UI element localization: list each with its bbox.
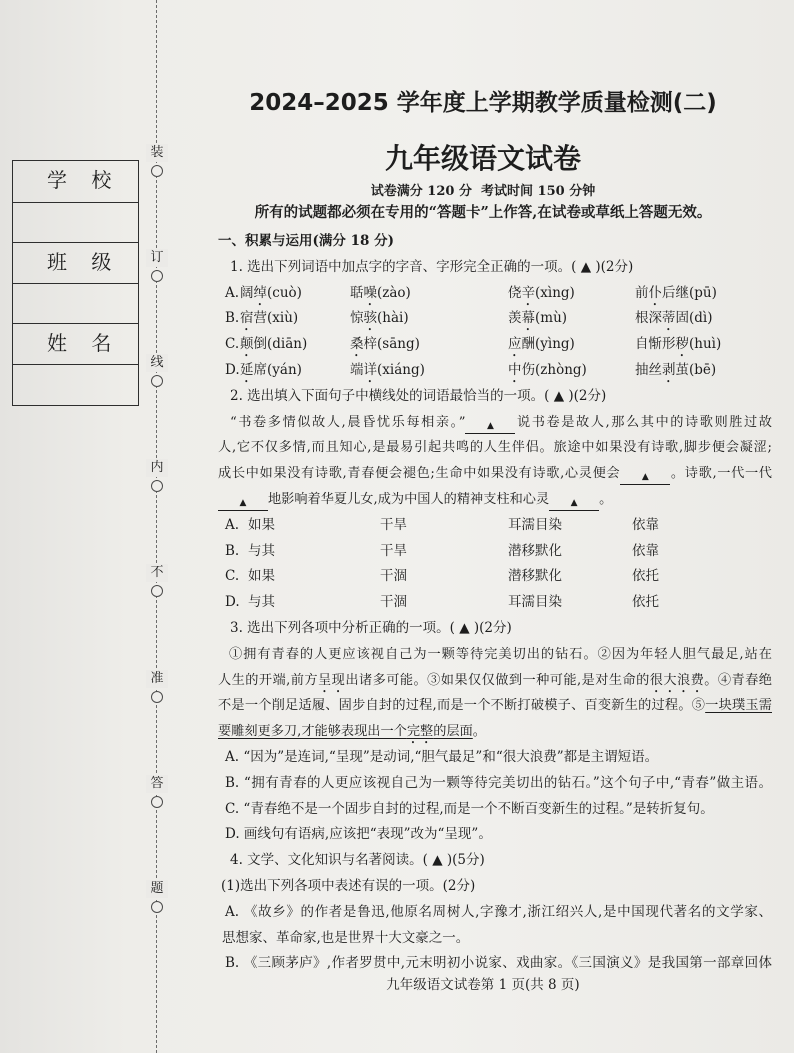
word-part: 自惭形 — [635, 336, 676, 353]
q4-option-a-line: A. 《故乡》的作者是鲁迅,他原名周树人,字豫才,浙江绍兴人,是中国现代著名的文学家、 — [225, 903, 772, 920]
word-choice: 与其 — [248, 594, 275, 611]
word-choice: 潜移默化 — [508, 542, 562, 559]
word-part: 酬 — [521, 336, 535, 353]
word-choice — [635, 332, 721, 360]
dotted-character: 蒂 — [662, 310, 676, 327]
passage-text: 说书卷是故人,那么其中的诗歌则胜过故 — [515, 414, 772, 430]
dotted-character: 详 — [363, 361, 377, 378]
word-part: 后继 — [662, 284, 689, 301]
dotted-character: 剥 — [662, 361, 676, 378]
dotted-character: 骇 — [363, 310, 377, 327]
exam-meta: 试卷满分 120 分 考试时间 150 分钟 — [370, 184, 596, 199]
q3-passage-line — [218, 668, 772, 694]
answer-blank: ▲ — [620, 471, 670, 485]
word-choice — [508, 281, 575, 309]
answer-blank: ▲ — [549, 497, 599, 511]
binding-margin-label: 装 — [146, 144, 168, 162]
word-choice: 耳濡目染 — [508, 516, 562, 533]
word-part: 惊 — [350, 310, 364, 327]
binding-margin-label: 答 — [146, 775, 168, 793]
student-info-box — [12, 160, 139, 406]
pinyin: (xiáng) — [377, 361, 425, 378]
q3-option: D. 画线句有语病,应该把“表现”改为“呈现”。 — [225, 826, 492, 843]
question-4-stem: 4. 文学、文化知识与名著阅读。( ▲ )(5分) — [230, 852, 485, 869]
exam-title: 2024–2025 学年度上学期教学质量检测(二) — [249, 90, 717, 116]
pinyin: (diān) — [267, 336, 308, 353]
word-part: 阔 — [240, 284, 254, 301]
binding-hole-icon — [151, 691, 163, 703]
word-part: 席 — [253, 361, 267, 378]
pinyin: (zhòng) — [535, 361, 587, 378]
word-choice: 干涸 — [380, 568, 407, 585]
binding-hole-icon — [151, 165, 163, 177]
passage-text: ①拥有青春的人更应该视自己为一颗等待完美切出的钻石。②因为年轻人胆气最足,站在 — [229, 646, 772, 662]
word-part: 固 — [675, 310, 689, 327]
school-label: 学 校 — [47, 168, 121, 192]
q4-option-a-line: 思想家、革命家,也是世界十大文豪之一。 — [222, 929, 470, 946]
dotted-character: 宿 — [240, 310, 254, 327]
word-choice — [635, 281, 717, 309]
q3-passage-line — [218, 642, 772, 668]
option-letter: A. — [225, 516, 240, 533]
section-heading: 一、积累与运用(满分 18 分) — [218, 233, 394, 249]
word-choice: 依靠 — [632, 516, 659, 533]
q1-option-row — [218, 306, 772, 332]
q2-option-row — [218, 590, 772, 616]
passage-text: 。诗歌,一代一代 — [670, 466, 772, 482]
dotted-character: 仆 — [648, 284, 662, 301]
word-choice: 如果 — [248, 516, 275, 533]
dotted-character: 幕 — [521, 310, 535, 327]
word-choice — [240, 281, 302, 309]
passage-text: 地影响着华夏儿女,成为中国人的精神支柱和心灵 — [268, 491, 550, 507]
dotted-text: 很大浪费 — [649, 672, 705, 688]
name-label: 姓 名 — [13, 323, 138, 364]
q2-passage-line — [218, 487, 772, 513]
binding-margin-label: 准 — [146, 670, 168, 688]
passage-text: 出诸多可能。③如果仅仅做到一种可能,是对生命的 — [345, 672, 650, 688]
word-part: 抽丝 — [635, 361, 662, 378]
word-part: 前 — [635, 284, 649, 301]
pinyin: (pū) — [689, 284, 717, 301]
word-part: 伤 — [521, 361, 535, 378]
word-choice: 潜移默化 — [508, 568, 562, 585]
dotted-character: 颠 — [240, 336, 254, 353]
dotted-character: 绰 — [253, 284, 267, 301]
q1-option-row — [218, 358, 772, 384]
binding-hole-icon — [151, 585, 163, 597]
word-choice — [508, 332, 575, 360]
binding-hole-icon — [151, 270, 163, 282]
option-letter: B. — [225, 542, 240, 559]
q2-passage-line — [218, 410, 772, 436]
passage-text: 成长中如果没有诗歌,青春便会褪色;生命中如果没有诗歌,心灵便会 — [218, 466, 621, 482]
word-part: 茧 — [675, 361, 689, 378]
binding-margin-label: 订 — [146, 249, 168, 267]
pinyin: (bē) — [689, 361, 717, 378]
pinyin: (yìng) — [535, 336, 575, 353]
q4-option-b-line: B. 《三顾茅庐》,作者罗贯中,元末明初小说家、戏曲家。《三国演义》是我国第一部章回体 — [225, 955, 772, 972]
word-choice: 依托 — [632, 568, 659, 585]
exam-notice: 所有的试题都必须在专用的“答题卡”上作答,在试卷或草纸上答题无效。 — [254, 204, 712, 221]
answer-blank: ▲ — [218, 497, 268, 511]
exam-subtitle: 九年级语文试卷 — [384, 142, 581, 175]
dotted-character: 中 — [508, 361, 522, 378]
q3-passage-line — [218, 719, 772, 745]
binding-margin-label: 内 — [146, 459, 168, 477]
word-part: 端 — [350, 361, 364, 378]
dotted-character: 噪 — [363, 284, 377, 301]
exam-body — [218, 229, 772, 977]
name-blank — [13, 364, 138, 405]
passage-text: 。 — [599, 491, 613, 507]
q3-option: B. “拥有青春的人更应该视自己为一颗等待完美切出的钻石。”这个句子中,“青春”做主语。 — [225, 774, 772, 791]
dotted-text: 呈现 — [318, 672, 346, 688]
word-choice: 干旱 — [380, 542, 407, 559]
dotted-character: 桑 — [350, 336, 364, 353]
word-part: 根深 — [635, 310, 662, 327]
pinyin: (mù) — [535, 310, 568, 327]
word-choice: 耳濡目染 — [508, 594, 562, 611]
q2-option-row — [218, 564, 772, 590]
pinyin: (hài) — [377, 310, 409, 327]
q2-option-row — [218, 513, 772, 539]
underlined-text: 一块璞玉需 — [705, 698, 772, 714]
word-choice: 依靠 — [632, 542, 659, 559]
binding-hole-icon — [151, 796, 163, 808]
option-letter: C. — [225, 568, 240, 585]
pinyin: (xìng) — [535, 284, 575, 301]
q3-option: A. “因为”是连词,“呈现”是动词,“胆气最足”和“很大浪费”都是主谓短语。 — [225, 748, 659, 765]
word-choice — [350, 332, 420, 360]
word-choice — [240, 358, 302, 386]
option-letter: B. — [225, 310, 240, 327]
q2-passage-line — [218, 461, 772, 487]
word-choice — [635, 306, 713, 334]
answer-blank: ▲ — [465, 420, 515, 434]
passage-text: 。 — [472, 724, 486, 740]
word-choice: 如果 — [248, 568, 275, 585]
word-part: 营 — [253, 310, 267, 327]
word-choice: 依托 — [632, 594, 659, 611]
q3-option: C. “青春绝不是一个固步自封的过程,而是一个不断百变新生的过程。”是转折复句。 — [225, 800, 714, 817]
pinyin: (zào) — [377, 284, 411, 301]
pinyin: (cuò) — [267, 284, 302, 301]
word-choice — [350, 306, 409, 334]
word-choice — [508, 306, 567, 334]
word-choice — [240, 332, 307, 360]
underlined-text: 完整 — [406, 724, 434, 740]
dotted-character: 延 — [240, 361, 254, 378]
binding-hole-icon — [151, 901, 163, 913]
word-part: 羡 — [508, 310, 522, 327]
q3-passage-line — [218, 693, 772, 719]
binding-margin-label: 题 — [146, 880, 168, 898]
word-choice: 与其 — [248, 542, 275, 559]
option-letter: D. — [225, 361, 240, 378]
word-choice: 干旱 — [380, 516, 407, 533]
q2-passage-line — [218, 435, 772, 461]
page-footer: 九年级语文试卷第 1 页(共 8 页) — [386, 977, 580, 993]
passage-text: 人,它不仅多情,而且知心,是最易引起共鸣的人生伴侣。旅途中如果没有诗歌,脚步便会凝涩; — [218, 440, 772, 456]
dotted-character: 秽 — [675, 336, 689, 353]
word-part: 倒 — [253, 336, 267, 353]
dotted-character: 应 — [508, 336, 522, 353]
passage-text: 不是一个削足适履、固步自封的过程,而是一个不断打破模子、百变新生的过程。⑤ — [218, 698, 706, 714]
passage-text: 。④青春绝 — [704, 672, 772, 688]
binding-margin-label: 线 — [146, 354, 168, 372]
underlined-text: 要雕刻更多刀,才能够表现出一个 — [218, 724, 407, 740]
option-letter: D. — [225, 594, 240, 611]
q4-sub-question-stem: (1)选出下列各项中表述有误的一项。(2分) — [221, 877, 476, 894]
passage-text: “书卷多情似故人,晨昏忧乐每相亲。” — [230, 414, 466, 430]
pinyin: (yán) — [267, 361, 302, 378]
binding-hole-icon — [151, 480, 163, 492]
binding-hole-icon — [151, 375, 163, 387]
class-blank — [13, 283, 138, 324]
option-letter: A. — [225, 284, 240, 301]
q2-option-row — [218, 539, 772, 565]
q1-option-row — [218, 332, 772, 358]
binding-margin-label: 不 — [146, 564, 168, 582]
pinyin: (xiù) — [267, 310, 299, 327]
underlined-text: 的层面 — [433, 724, 473, 740]
option-letter: C. — [225, 336, 240, 353]
word-part: 聒 — [350, 284, 364, 301]
class-label: 班 级 — [13, 242, 138, 283]
passage-text: 人生的开端,前方 — [218, 672, 319, 688]
word-choice — [635, 358, 716, 386]
word-choice — [240, 306, 298, 334]
school-blank — [13, 202, 138, 243]
q1-option-row — [218, 281, 772, 307]
word-choice — [350, 358, 425, 386]
question-1-stem: 1. 选出下列词语中加点字的字音、字形完全正确的一项。( ▲ )(2分) — [230, 258, 634, 275]
word-choice: 干涸 — [380, 594, 407, 611]
pinyin: (dì) — [689, 310, 713, 327]
pinyin: (huì) — [689, 336, 722, 353]
word-part: 梓 — [363, 336, 377, 353]
question-2-stem: 2. 选出填入下面句子中横线处的词语最恰当的一项。( ▲ )(2分) — [230, 387, 607, 404]
pinyin: (sāng) — [377, 336, 420, 353]
word-choice — [350, 281, 411, 309]
dotted-character: 辛 — [521, 284, 535, 301]
word-part: 侥 — [508, 284, 522, 301]
question-3-stem: 3. 选出下列各项中分析正确的一项。( ▲ )(2分) — [230, 619, 512, 636]
word-choice — [508, 358, 587, 386]
